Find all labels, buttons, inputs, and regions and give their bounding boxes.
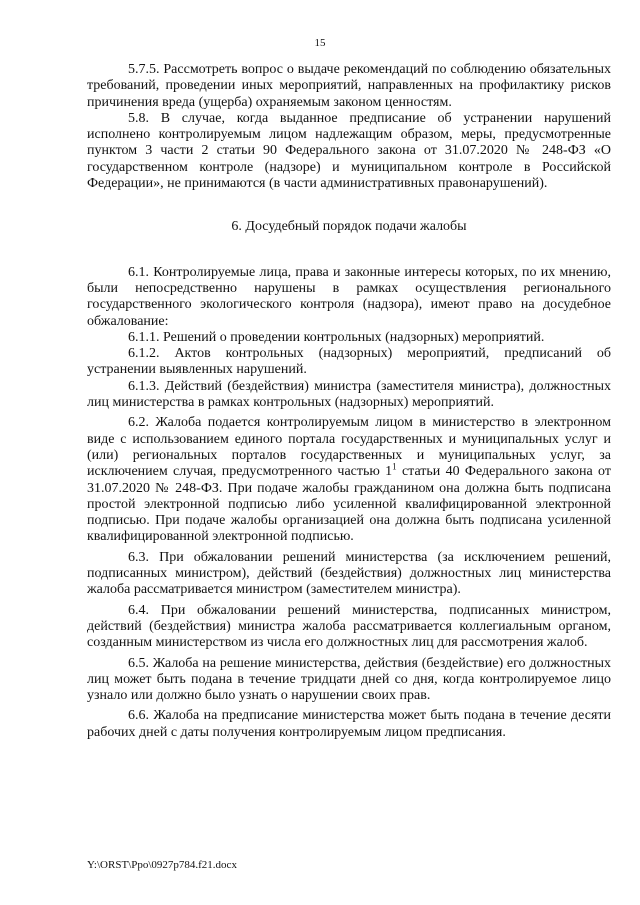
paragraph-5-8: 5.8. В случае, когда выданное предписание об устранении нарушений исполнено контролируемым лицом надлежащим образом, меры, предусмотренные пунктом 3 части 2 статьи 90 Федерального закона от 31.07.2020 № 248-ФЗ «О государственном контроле (надзоре) и муниципальном контроле в Российской Федерации», не принимаются (в части административных правонарушений).: [87, 110, 611, 192]
paragraph-6-5: 6.5. Жалоба на решение министерства, действия (бездействие) его должностных лиц может быть подана в течение тридцати дней со дня, когда контролируемое лицо узнало или должно было узнать о нарушении своих прав.: [87, 655, 611, 704]
paragraph-6-2-text: 6.2. Жалоба подается контролируемым лицом в министерство в электронном виде с использованием единого портала государственных и муниципальных услуг и (или) региональных порталов государственных и муниципальных услуг, за исключением случая, предусмотренного частью 1: [87, 415, 611, 480]
paragraph-6-1-2: 6.1.2. Актов контрольных (надзорных) мероприятий, предписаний об устранении выявленных нарушений.: [87, 346, 611, 378]
file-path-footer: Y:\ORST\Ppo\0927p784.f21.docx: [87, 859, 237, 871]
paragraph-6-1-3: 6.1.3. Действий (бездействия) министра (заместителя министра), должностных лиц министерства в рамках контрольных (надзорных) мероприятий.: [87, 378, 611, 411]
page-number: 15: [314, 37, 326, 49]
section-heading-6: 6. Досудебный порядок подачи жалобы: [231, 219, 467, 235]
paragraph-6-2: [87, 415, 611, 545]
paragraph-6-2-continuation: статьи 40 Федерального закона от 31.07.2020 № 248-ФЗ. При подаче жалобы гражданином она должна быть подписана простой электронной подписью либо усиленной квалифицированной электронной подписью. При подаче жалобы организацией она должна быть подписана усиленной квалифицированной электронной подписью.: [87, 464, 611, 545]
paragraph-6-1: 6.1. Контролируемые лица, права и законные интересы которых, по их мнению, были непосредственно нарушены в рамках осуществления регионального государственного экологического контроля (надзора), имеют право на досудебное обжалование:: [87, 264, 611, 329]
paragraph-6-6: 6.6. Жалоба на предписание министерства может быть подана в течение десяти рабочих дней с даты получения контролируемым лицом предписания.: [87, 708, 611, 740]
paragraph-5-7-5: 5.7.5. Рассмотреть вопрос о выдаче рекомендаций по соблюдению обязательных требований, проведении иных мероприятий, направленных на профилактику рисков причинения вреда (ущерба) охраняемым законом ценностям.: [87, 62, 611, 110]
paragraph-6-1-1: 6.1.1. Решений о проведении контрольных (надзорных) мероприятий.: [128, 329, 545, 345]
superscript-footnote: 1: [392, 461, 397, 472]
document-body: [87, 62, 611, 741]
paragraph-6-3: 6.3. При обжаловании решений министерства (за исключением решений, подписанных министром), действий (бездействия) должностных лиц министерства жалоба рассматривается министром (заместителем министра).: [87, 549, 611, 598]
paragraph-6-4: 6.4. При обжаловании решений министерства, подписанных министром, действий (бездействия) министра жалоба рассматривается коллегиальным органом, созданным министерством из числа его должностных лиц для рассмотрения жалоб.: [87, 602, 611, 651]
